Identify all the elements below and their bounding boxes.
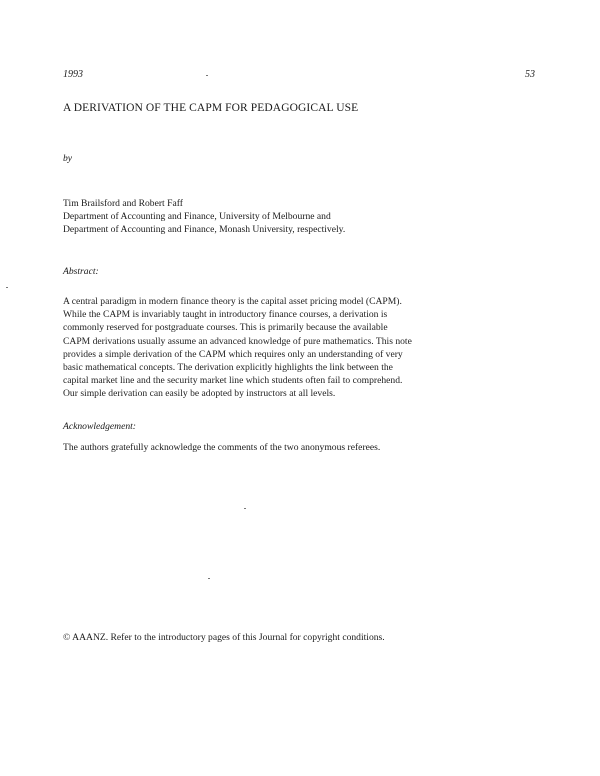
abstract-heading: Abstract: <box>63 266 99 277</box>
acknowledgement-heading: Acknowledgement: <box>63 421 136 432</box>
author-affiliation-1: Department of Accounting and Finance, University of Melbourne and <box>63 211 331 222</box>
abstract-line: CAPM derivations usually assume an advanced knowledge of pure mathematics. This note <box>63 335 412 347</box>
author-affiliation-2: Department of Accounting and Finance, Monash University, respectively. <box>63 224 346 235</box>
by-label: by <box>63 153 73 164</box>
abstract-body <box>63 295 538 401</box>
copyright-notice: © AAANZ. Refer to the introductory pages of this Journal for copyright conditions. <box>63 632 385 643</box>
abstract-line: basic mathematical concepts. The derivation explicitly highlights the link between the <box>63 362 393 374</box>
scan-speck <box>244 508 246 509</box>
abstract-line: Our simple derivation can easily be adopted by instructors at all levels. <box>63 388 336 400</box>
abstract-line: While the CAPM is invariably taught in introductory finance courses, a derivation is <box>63 309 388 321</box>
paper-title: A DERIVATION OF THE CAPM FOR PEDAGOGICAL USE <box>63 102 359 114</box>
author-names: Tim Brailsford and Robert Faff <box>63 198 183 209</box>
abstract-line: provides a simple derivation of the CAPM which requires only an understanding of very <box>63 348 403 360</box>
abstract-line: commonly reserved for postgraduate courses. This is primarily because the available <box>63 322 388 334</box>
scan-speck <box>6 287 8 288</box>
header-page-number: 53 <box>525 69 535 80</box>
abstract-line: A central paradigm in modern finance theory is the capital asset pricing model (CAPM). <box>63 296 402 307</box>
header-year: 1993 <box>63 69 83 80</box>
scan-speck <box>208 578 210 579</box>
abstract-line: capital market line and the security market line which students often fail to comprehend. <box>63 375 403 387</box>
scan-speck <box>206 75 208 76</box>
acknowledgement-text: The authors gratefully acknowledge the comments of the two anonymous referees. <box>63 442 381 453</box>
